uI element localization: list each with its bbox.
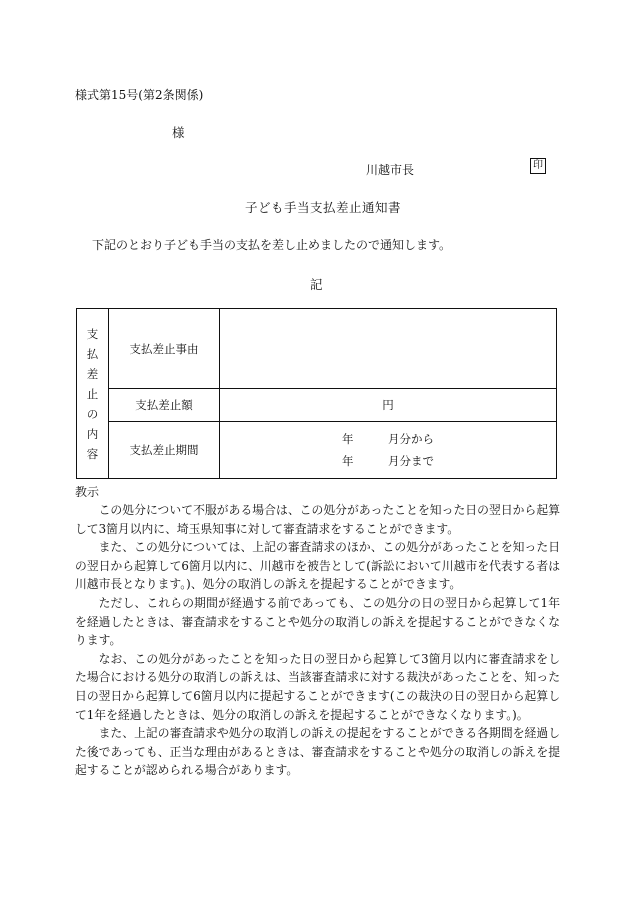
kyoji-paragraph: また、上記の審査請求や処分の取消しの訴えの提起をすることができる各期間を経過した後であっても、正当な理由があるときは、審査請求をすることや処分の取消しの訴えを提起することが認められる場合があります。: [75, 726, 560, 778]
ki-heading: 記: [310, 277, 323, 292]
kyoji-body: [75, 501, 560, 780]
group-label-char: 容: [86, 446, 99, 461]
period-to: 年 月分まで: [342, 453, 434, 468]
group-label-char: 差: [86, 366, 99, 381]
document-title: 子ども手当支払差止通知書: [245, 200, 402, 215]
reason-label: 支払差止事由: [109, 309, 220, 389]
group-label: [77, 309, 109, 479]
sender-name: 川越市長: [366, 163, 415, 177]
period-value: [220, 421, 557, 478]
amount-unit: 円: [382, 398, 394, 413]
group-label-char: 止: [86, 386, 99, 401]
period-from: 年 月分から: [342, 431, 434, 446]
period-label: 支払差止期間: [109, 421, 220, 478]
amount-label: 支払差止額: [109, 389, 220, 421]
kyoji-heading: 教示: [75, 485, 100, 499]
seal-mark: 印: [530, 158, 546, 174]
addressee-suffix: 様: [172, 125, 185, 140]
kyoji-paragraph: ただし、これらの期間が経過する前であっても、この処分の日の翌日から起算して1年を経過したときは、審査請求をすることや処分の取消しの訴えを提起することができなくなります。: [75, 595, 560, 648]
amount-value: [220, 389, 557, 421]
kyoji-paragraph: なお、この処分があったことを知った日の翌日から起算して3箇月以内に審査請求をした場合における処分の取消しの訴えは、当該審査請求に対する裁決があったことを、知った日の翌日から起算して6箇月以内に提起することができます(この裁決の日の翌日から起算して1年を経過したときは、処分の取消しの訴えを提起することができなくなります。)。: [75, 651, 560, 722]
reason-value: [220, 309, 557, 389]
suspension-details-table: [76, 308, 557, 479]
group-label-char: の: [86, 406, 99, 421]
lead-text: 下記のとおり子ども手当の支払を差し止めましたので通知します。: [92, 238, 452, 252]
group-label-char: 内: [86, 426, 99, 441]
group-label-char: 払: [86, 346, 99, 361]
kyoji-paragraph: また、この処分については、上記の審査請求のほか、この処分があったことを知った日の翌日から起算して6箇月以内に、川越市を被告として(訴訟において川越市を代表する者は川越市長となります。)、処分の取消しの訴えを提起することができます。: [75, 540, 560, 592]
kyoji-paragraph: この処分について不服がある場合は、この処分があったことを知った日の翌日から起算して3箇月以内に、埼玉県知事に対して審査請求をすることができます。: [75, 503, 560, 536]
form-number: 様式第15号(第2条関係): [75, 88, 204, 102]
group-label-char: 支: [86, 326, 99, 341]
